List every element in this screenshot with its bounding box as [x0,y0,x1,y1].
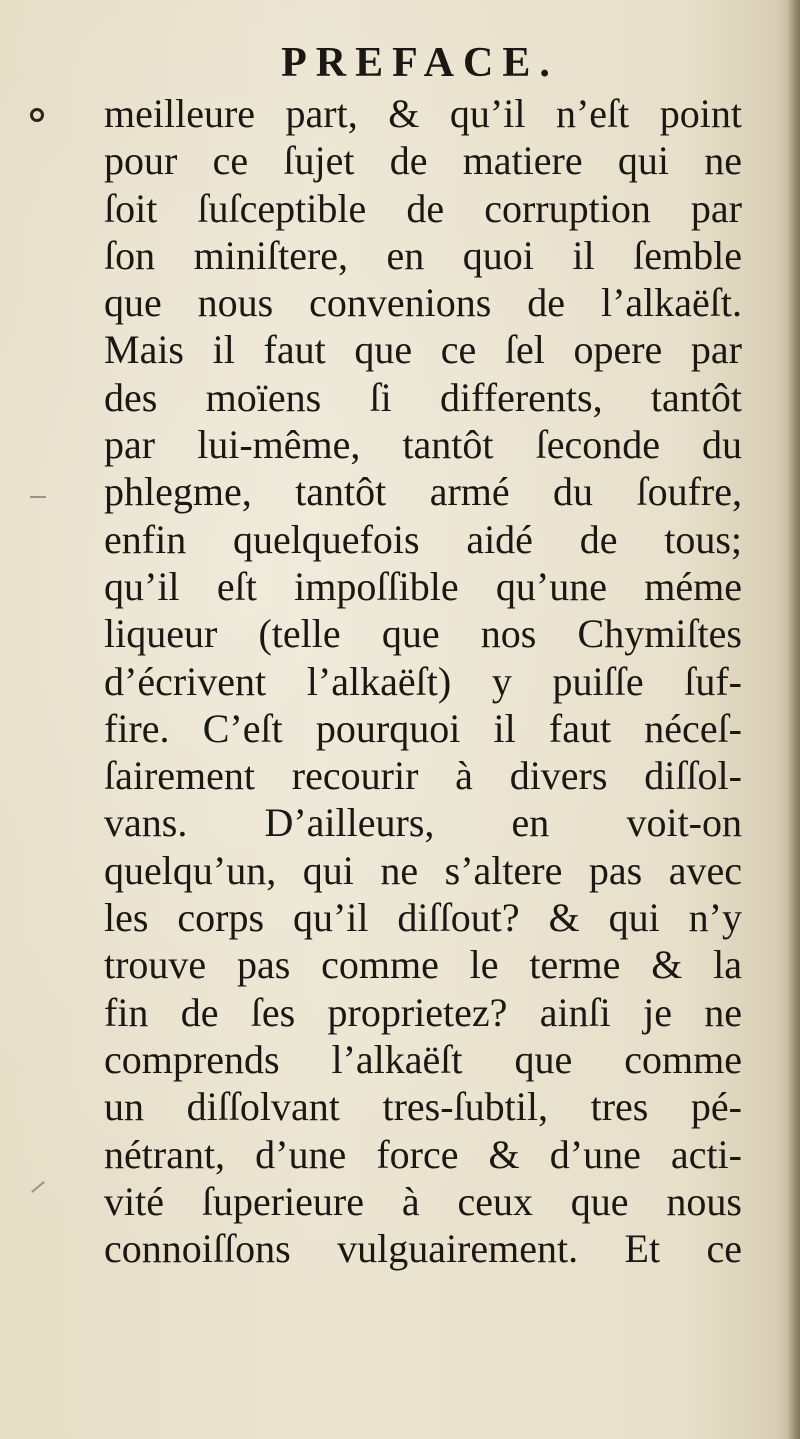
margin-tick-mark [30,496,46,498]
text-line: ſoit ſuſceptible de corruption par [104,185,742,231]
margin-tick-mark [31,1181,45,1193]
text-line: les corps qu’il diſſout? & qui n’y [104,895,742,941]
text-line: enfin quelquefois aidé de tous; [104,516,742,562]
text-line: meilleure part, & qu’il n’eſt point [104,91,742,136]
text-line: phlegme, tantôt armé du ſoufre, [104,469,742,515]
text-line: Mais il faut que ce ſel opere par [104,327,742,373]
text-line: connoiſſons vulguairement. Et ce [104,1226,742,1272]
text-line: trouve pas comme le terme & la [104,942,742,988]
page-edge-shadow [788,0,800,1439]
text-line: un diſſolvant tres-ſubtil, tres pé- [104,1084,742,1130]
text-line: ſon miniſtere, en quoi il ſemble [104,232,742,278]
text-line: qu’il eſt impoſſible qu’une méme [104,563,742,609]
text-line: des moïens ſi differents, tantôt [104,374,742,420]
text-line: pour ce ſujet de matiere qui ne [104,138,742,184]
margin-circle-mark [30,108,44,122]
text-line: comprends l’alkaëſt que comme [104,1036,742,1082]
text-line: liqueur (telle que nos Chymiſtes [104,611,742,657]
text-line: vans. D’ailleurs, en voit-on [104,800,742,846]
text-line: d’écrivent l’alkaëſt) y puiſſe ſuf- [104,658,742,704]
text-line: ſairement recourir à divers diſſol- [104,753,742,799]
text-line: quelqu’un, qui ne s’altere pas avec [104,847,742,893]
text-line: vité ſuperieure à ceux que nous [104,1178,742,1224]
text-line: que nous convenions de l’alkaëſt. [104,280,742,326]
body-text [104,90,742,1272]
text-line: fin de ſes proprietez? ainſi je ne [104,989,742,1035]
text-line: nétrant, d’une force & d’une acti- [104,1131,742,1177]
running-head: PREFACE. [281,40,559,86]
text-line: par lui-même, tantôt ſeconde du [104,422,742,468]
text-line: fire. C’eſt pourquoi il faut néceſ- [104,705,742,751]
